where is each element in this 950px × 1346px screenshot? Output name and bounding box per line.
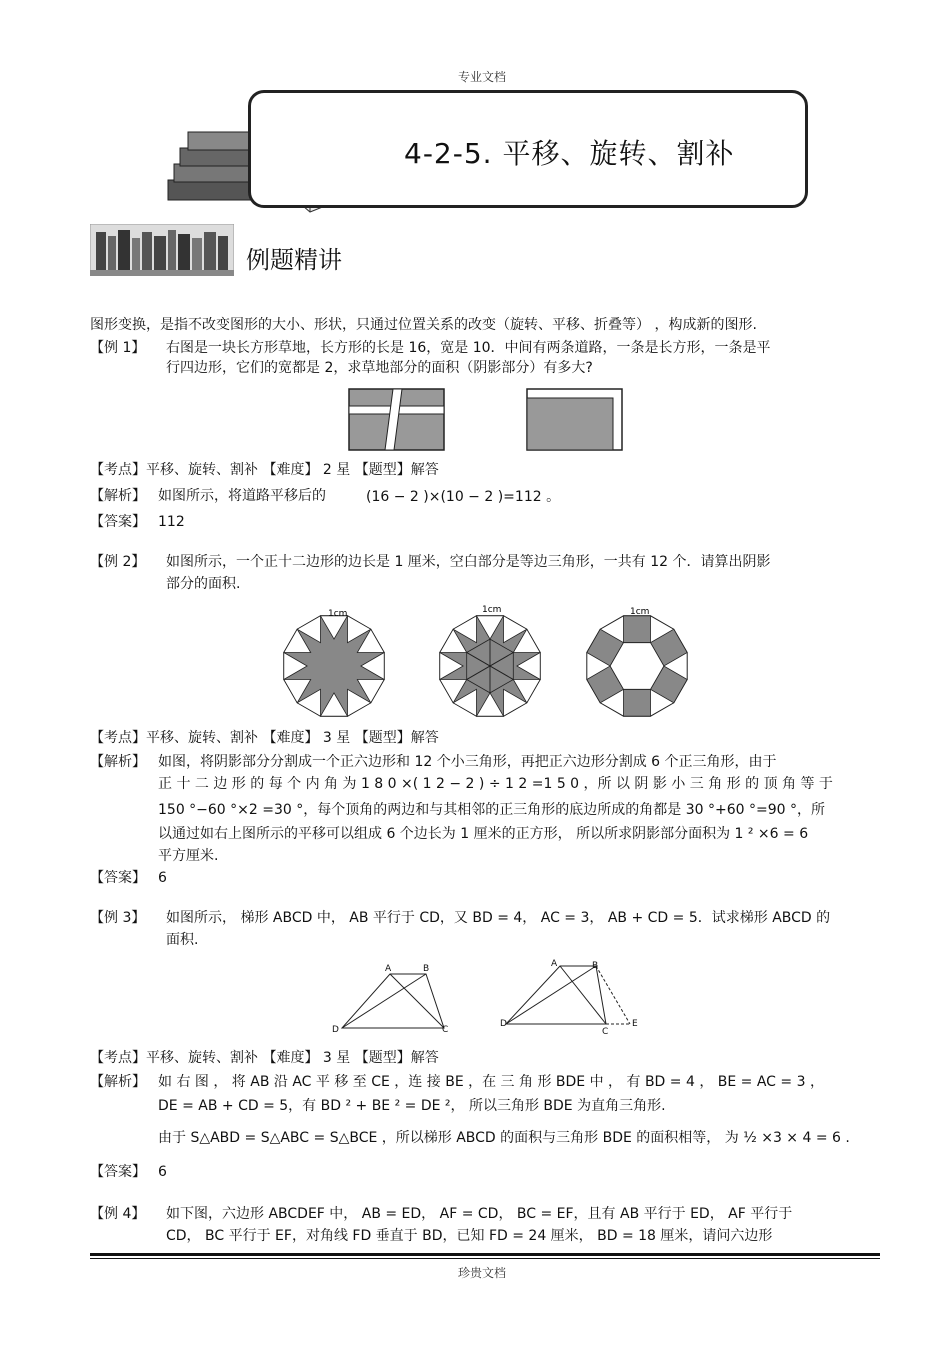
point-label: D: [332, 1025, 339, 1035]
example-meta: 【考点】平移、旋转、割补 【难度】 3 星 【题型】解答: [90, 1050, 439, 1066]
answer-label: 【答案】: [90, 1164, 146, 1180]
footer-text: 珍贵文档: [458, 1266, 507, 1280]
cm-label: 1cm: [482, 605, 502, 615]
trapezoid-figures: [330, 958, 650, 1040]
analysis-text: 以通过如右上图所示的平移可以组成 6 个边长为 1 厘米的正方形， 所以所求阴影部分面积为 1 ² ×6 = 6: [158, 826, 809, 842]
analysis-text: 正 十 二 边 形 的 每 个 内 角 为 1 8 0 ×( 1 2 − 2 ) ÷ 1 2 =1 5 0 ，所 以 阴 影 小 三 角 形 的 顶 角 等 于: [158, 776, 833, 792]
analysis-text: 如 右 图 ， 将 AB 沿 AC 平 移 至 CE ，连 接 BE ，在 三 角 形 BDE 中 ， 有 BD = 4 ， BE = AC = 3 ，: [158, 1074, 824, 1090]
cm-label: 1cm: [630, 607, 650, 617]
dodecagon-star: [284, 616, 384, 716]
point-label: B: [423, 964, 430, 974]
point-label: A: [551, 959, 558, 969]
example-label: 【例 3】: [90, 910, 146, 926]
point-label: C: [442, 1025, 449, 1035]
analysis-label: 【解析】: [90, 754, 146, 770]
answer-value: 6: [158, 1164, 167, 1180]
example-text: 部分的面积.: [166, 576, 241, 592]
intro-text: 图形变换，是指不改变图形的大小、形状，只通过位置关系的改变（旋转、平移、折叠等） ，构成新的图形.: [90, 317, 757, 333]
answer-label: 【答案】: [90, 514, 146, 530]
header-text: 专业文档: [458, 70, 507, 84]
analysis-text: 如图，将阴影部分分割成一个正六边形和 12 个小三角形，再把正六边形分割成 6 个正三角形，由于: [158, 754, 777, 770]
analysis-text: 150 °−60 °×2 =30 °，每个顶角的两边和与其相邻的正三角形的底边所成的角都是 30 °+60 °=90 °，所: [158, 802, 825, 818]
example-text: 如下图，六边形 ABCDEF 中， AB = ED， AF = CD， BC = EF，且有 AB 平行于 ED， AF 平行于: [166, 1206, 793, 1222]
lawn-figure-moved: [526, 388, 624, 452]
example-text: 行四边形，它们的宽都是 2，求草地部分的面积（阴影部分）有多大?: [166, 360, 593, 376]
formula: (16 − 2 )×(10 − 2 )=112 。: [366, 489, 561, 505]
analysis-text: DE = AB + CD = 5，有 BD ² + BE ² = DE ²， 所以三角形 BDE 为直角三角形.: [158, 1098, 666, 1114]
analysis-label: 【解析】: [90, 488, 146, 504]
example-text: 右图是一块长方形草地，长方形的长是 16，宽是 10．中间有两条道路，一条是长方形，一条是平: [166, 340, 771, 356]
point-label: E: [632, 1019, 638, 1029]
footer-rule: [90, 1258, 880, 1259]
example-meta: 【考点】平移、旋转、割补 【难度】 2 星 【题型】解答: [90, 462, 439, 478]
bookshelf-icon: [90, 224, 234, 276]
page-title: 4-2-5. 平移、旋转、割补: [404, 137, 735, 170]
analysis-text: 如图所示，将道路平移后的: [158, 488, 326, 504]
example-meta: 【考点】平移、旋转、割补 【难度】 3 星 【题型】解答: [90, 730, 439, 746]
footer-rule: [90, 1253, 880, 1256]
example-label: 【例 4】: [90, 1206, 146, 1222]
analysis-text: 平方厘米.: [158, 848, 219, 864]
point-label: D: [500, 1019, 507, 1029]
example-text: 如图所示，一个正十二边形的边长是 1 厘米，空白部分是等边三角形，一共有 12 个．请算出阴影: [166, 554, 771, 570]
dodecagon-figures: [280, 602, 700, 722]
dodecagon-squares: [587, 616, 687, 716]
point-label: C: [602, 1027, 609, 1037]
answer-value: 6: [158, 870, 167, 886]
point-label: A: [385, 964, 392, 974]
cm-label: 1cm: [328, 609, 348, 619]
example-label: 【例 1】: [90, 340, 146, 356]
answer-value: 112: [158, 514, 185, 530]
analysis-label: 【解析】: [90, 1074, 146, 1090]
dodecagon-split: [440, 616, 540, 716]
example-label: 【例 2】: [90, 554, 146, 570]
section-title: 例题精讲: [246, 246, 342, 274]
lawn-figure-original: [348, 388, 446, 452]
answer-label: 【答案】: [90, 870, 146, 886]
analysis-text: 由于 S△ABD = S△ABC = S△BCE ，所以梯形 ABCD 的面积与三角形 BDE 的面积相等， 为 ½ ×3 × 4 = 6 .: [158, 1130, 850, 1146]
example-text: CD， BC 平行于 EF，对角线 FD 垂直于 BD，已知 FD = 24 厘米， BD = 18 厘米，请问六边形: [166, 1228, 773, 1244]
shaded-square: [624, 689, 651, 716]
shaded-square: [624, 616, 651, 643]
point-label: B: [592, 961, 599, 971]
example-text: 如图所示， 梯形 ABCD 中， AB 平行于 CD，又 BD = 4， AC = 3， AB + CD = 5．试求梯形 ABCD 的: [166, 910, 831, 926]
example-text: 面积.: [166, 932, 199, 948]
